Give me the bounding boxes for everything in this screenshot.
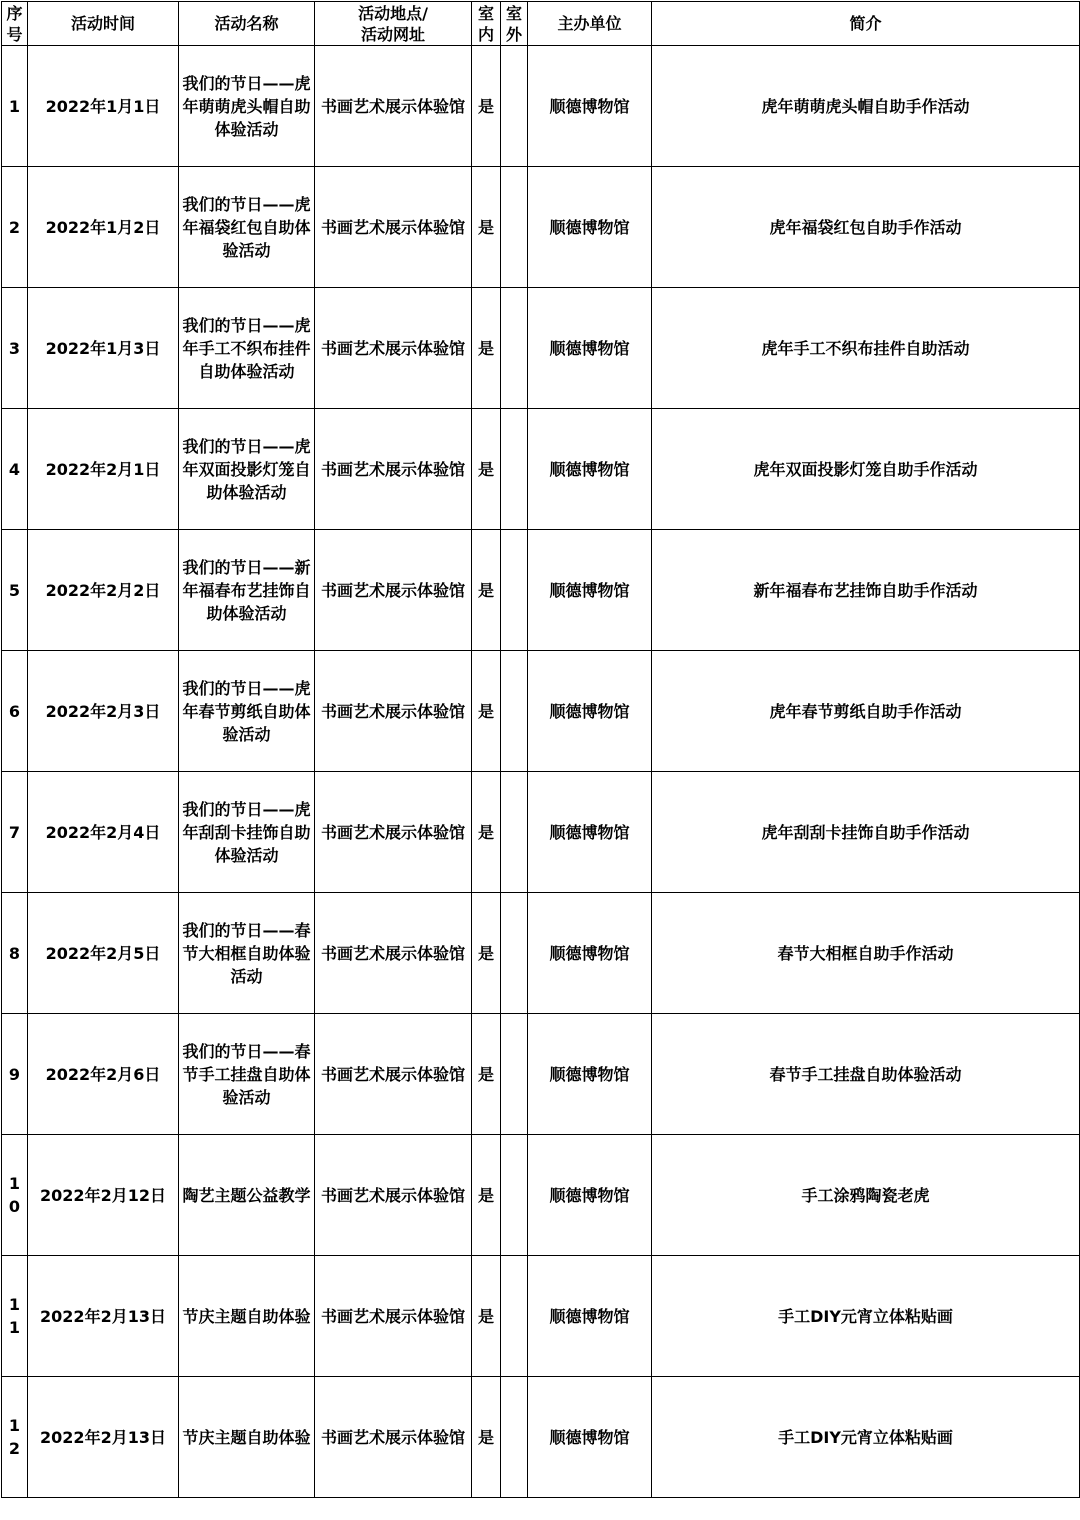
cell-activity-name: 陶艺主题公益教学 — [179, 1135, 315, 1256]
cell-host: 顺德博物馆 — [528, 1135, 652, 1256]
cell-intro: 虎年刮刮卡挂饰自助手作活动 — [652, 772, 1080, 893]
cell-seq: 10 — [2, 1135, 28, 1256]
cell-intro: 春节大相框自助手作活动 — [652, 893, 1080, 1014]
table-row — [2, 46, 1080, 167]
cell-time: 2022年2月5日 — [28, 893, 179, 1014]
cell-outdoor — [501, 288, 528, 409]
table-row — [2, 893, 1080, 1014]
header-location-line1: 活动地点/ — [358, 3, 428, 23]
cell-seq: 3 — [2, 288, 28, 409]
cell-outdoor — [501, 1256, 528, 1377]
cell-outdoor — [501, 1135, 528, 1256]
cell-location: 书画艺术展示体验馆 — [315, 1014, 472, 1135]
table-row — [2, 1135, 1080, 1256]
cell-outdoor — [501, 530, 528, 651]
cell-time: 2022年2月12日 — [28, 1135, 179, 1256]
header-seq — [2, 2, 28, 46]
cell-time: 2022年2月3日 — [28, 651, 179, 772]
cell-seq: 2 — [2, 167, 28, 288]
cell-activity-name: 我们的节日——虎年双面投影灯笼自助体验活动 — [179, 409, 315, 530]
cell-seq: 7 — [2, 772, 28, 893]
cell-indoor: 是 — [472, 1014, 501, 1135]
cell-host: 顺德博物馆 — [528, 1377, 652, 1498]
cell-host: 顺德博物馆 — [528, 651, 652, 772]
cell-activity-name: 我们的节日——虎年刮刮卡挂饰自助体验活动 — [179, 772, 315, 893]
cell-intro: 虎年萌萌虎头帽自助手作活动 — [652, 46, 1080, 167]
cell-indoor: 是 — [472, 530, 501, 651]
table-header-row — [2, 2, 1080, 46]
cell-activity-name: 我们的节日——春节大相框自助体验活动 — [179, 893, 315, 1014]
cell-activity-name: 我们的节日——新年福春布艺挂饰自助体验活动 — [179, 530, 315, 651]
header-outdoor — [501, 2, 528, 46]
cell-intro: 虎年双面投影灯笼自助手作活动 — [652, 409, 1080, 530]
cell-host: 顺德博物馆 — [528, 772, 652, 893]
cell-time: 2022年2月13日 — [28, 1256, 179, 1377]
cell-activity-name: 节庆主题自助体验 — [179, 1256, 315, 1377]
cell-intro: 手工DIY元宵立体粘贴画 — [652, 1256, 1080, 1377]
cell-host: 顺德博物馆 — [528, 288, 652, 409]
cell-seq: 5 — [2, 530, 28, 651]
cell-location: 书画艺术展示体验馆 — [315, 772, 472, 893]
cell-seq: 1 — [2, 46, 28, 167]
cell-intro: 手工涂鸦陶瓷老虎 — [652, 1135, 1080, 1256]
table-row — [2, 167, 1080, 288]
table-row — [2, 409, 1080, 530]
cell-seq: 8 — [2, 893, 28, 1014]
cell-indoor: 是 — [472, 651, 501, 772]
header-seq-label: 序号 — [6, 3, 23, 44]
cell-outdoor — [501, 893, 528, 1014]
cell-location: 书画艺术展示体验馆 — [315, 1377, 472, 1498]
cell-location: 书画艺术展示体验馆 — [315, 530, 472, 651]
table-row — [2, 1377, 1080, 1498]
cell-location: 书画艺术展示体验馆 — [315, 167, 472, 288]
cell-time: 2022年1月1日 — [28, 46, 179, 167]
table-body — [2, 46, 1080, 1498]
cell-host: 顺德博物馆 — [528, 1256, 652, 1377]
header-intro: 简介 — [652, 2, 1080, 46]
cell-activity-name: 我们的节日——虎年春节剪纸自助体验活动 — [179, 651, 315, 772]
cell-location: 书画艺术展示体验馆 — [315, 409, 472, 530]
cell-indoor: 是 — [472, 1256, 501, 1377]
header-location — [315, 2, 472, 46]
cell-seq: 6 — [2, 651, 28, 772]
activity-schedule-table — [1, 1, 1080, 1498]
cell-outdoor — [501, 1377, 528, 1498]
cell-time: 2022年1月2日 — [28, 167, 179, 288]
cell-location: 书画艺术展示体验馆 — [315, 651, 472, 772]
cell-outdoor — [501, 46, 528, 167]
cell-intro: 虎年福袋红包自助手作活动 — [652, 167, 1080, 288]
cell-host: 顺德博物馆 — [528, 167, 652, 288]
cell-outdoor — [501, 409, 528, 530]
cell-indoor: 是 — [472, 772, 501, 893]
table-row — [2, 1256, 1080, 1377]
cell-seq: 11 — [2, 1256, 28, 1377]
cell-location: 书画艺术展示体验馆 — [315, 288, 472, 409]
table-row — [2, 772, 1080, 893]
cell-outdoor — [501, 167, 528, 288]
cell-indoor: 是 — [472, 46, 501, 167]
cell-time: 2022年2月6日 — [28, 1014, 179, 1135]
header-outdoor-label: 室外 — [505, 3, 522, 44]
table-row — [2, 530, 1080, 651]
cell-activity-name: 我们的节日——春节手工挂盘自助体验活动 — [179, 1014, 315, 1135]
cell-seq: 4 — [2, 409, 28, 530]
header-indoor — [472, 2, 501, 46]
cell-time: 2022年2月2日 — [28, 530, 179, 651]
cell-indoor: 是 — [472, 167, 501, 288]
cell-activity-name: 我们的节日——虎年福袋红包自助体验活动 — [179, 167, 315, 288]
header-name: 活动名称 — [179, 2, 315, 46]
table-row — [2, 651, 1080, 772]
cell-intro: 新年福春布艺挂饰自助手作活动 — [652, 530, 1080, 651]
header-host: 主办单位 — [528, 2, 652, 46]
cell-host: 顺德博物馆 — [528, 1014, 652, 1135]
table-row — [2, 1014, 1080, 1135]
cell-indoor: 是 — [472, 409, 501, 530]
cell-intro: 春节手工挂盘自助体验活动 — [652, 1014, 1080, 1135]
cell-indoor: 是 — [472, 1377, 501, 1498]
cell-indoor: 是 — [472, 893, 501, 1014]
cell-time: 2022年2月4日 — [28, 772, 179, 893]
cell-host: 顺德博物馆 — [528, 409, 652, 530]
cell-time: 2022年1月3日 — [28, 288, 179, 409]
cell-host: 顺德博物馆 — [528, 46, 652, 167]
cell-activity-name: 节庆主题自助体验 — [179, 1377, 315, 1498]
cell-outdoor — [501, 772, 528, 893]
cell-indoor: 是 — [472, 1135, 501, 1256]
cell-seq: 9 — [2, 1014, 28, 1135]
cell-location: 书画艺术展示体验馆 — [315, 1256, 472, 1377]
header-time: 活动时间 — [28, 2, 179, 46]
cell-outdoor — [501, 1014, 528, 1135]
cell-activity-name: 我们的节日——虎年萌萌虎头帽自助体验活动 — [179, 46, 315, 167]
cell-indoor: 是 — [472, 288, 501, 409]
header-location-line2: 活动网址 — [360, 24, 425, 44]
cell-host: 顺德博物馆 — [528, 530, 652, 651]
cell-outdoor — [501, 651, 528, 772]
cell-intro: 手工DIY元宵立体粘贴画 — [652, 1377, 1080, 1498]
cell-time: 2022年2月13日 — [28, 1377, 179, 1498]
cell-location: 书画艺术展示体验馆 — [315, 893, 472, 1014]
cell-seq: 12 — [2, 1377, 28, 1498]
cell-intro: 虎年春节剪纸自助手作活动 — [652, 651, 1080, 772]
cell-activity-name: 我们的节日——虎年手工不织布挂件自助体验活动 — [179, 288, 315, 409]
table-row — [2, 288, 1080, 409]
cell-location: 书画艺术展示体验馆 — [315, 1135, 472, 1256]
cell-host: 顺德博物馆 — [528, 893, 652, 1014]
header-indoor-label: 室内 — [477, 3, 494, 44]
cell-location: 书画艺术展示体验馆 — [315, 46, 472, 167]
cell-time: 2022年2月1日 — [28, 409, 179, 530]
cell-intro: 虎年手工不织布挂件自助活动 — [652, 288, 1080, 409]
